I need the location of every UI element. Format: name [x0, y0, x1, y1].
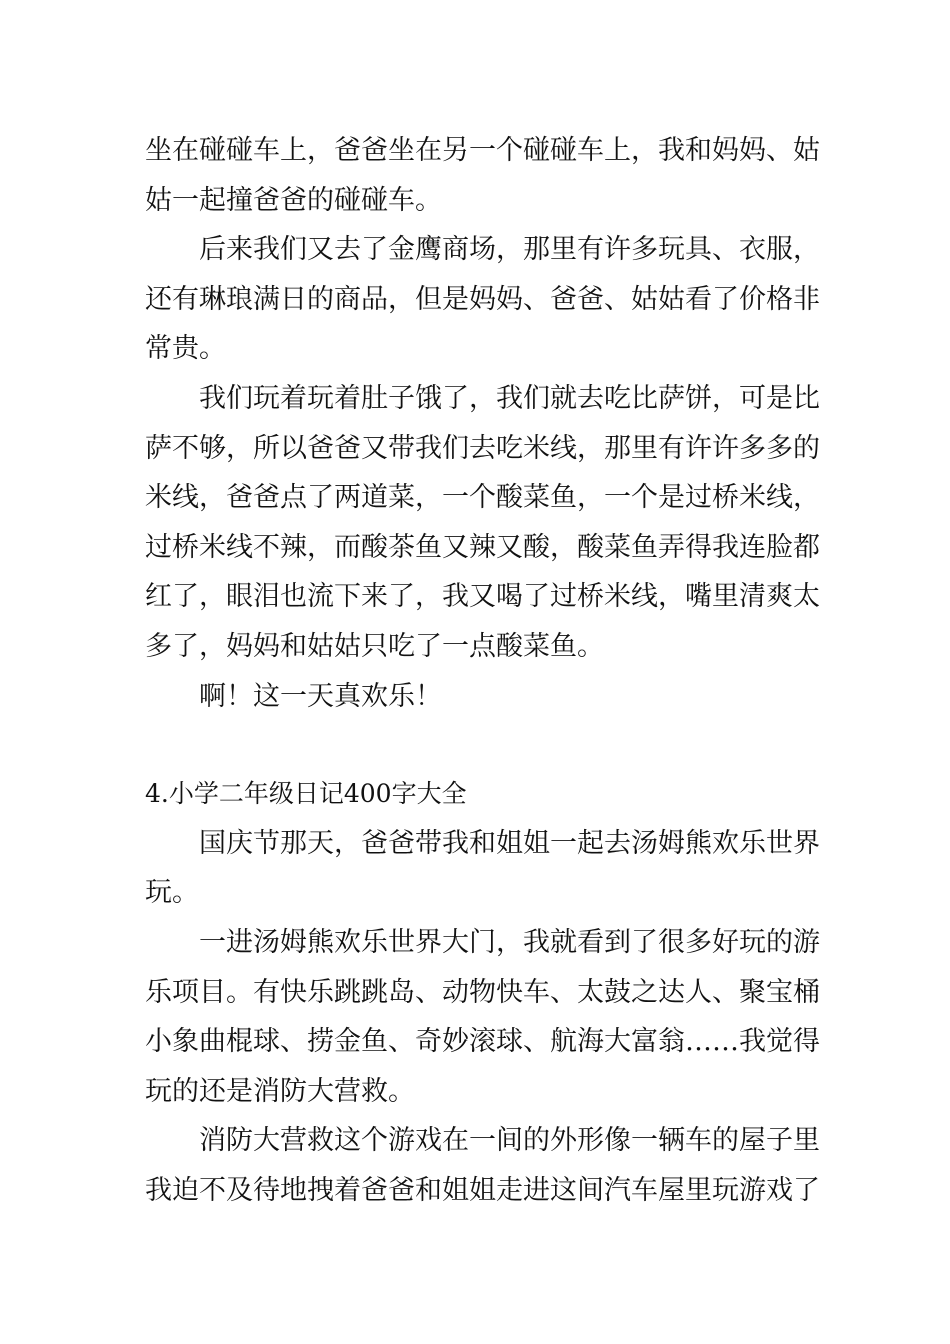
paragraph-mall — [145, 225, 820, 374]
paragraph-national-day — [145, 819, 820, 918]
paragraph-food — [145, 374, 820, 672]
text-line: 米线，爸爸点了两道菜，一个酸菜鱼，一个是过桥米线， — [145, 482, 820, 514]
text-line: 消防大营救这个游戏在一间的外形像一辆车的屋子里 — [199, 1125, 820, 1157]
text-line: 我们玩着玩着肚子饿了，我们就去吃比萨饼，可是比 — [199, 382, 820, 414]
text-line: 国庆节那天，爸爸带我和姐姐一起去汤姆熊欢乐世界 — [199, 827, 820, 859]
text-line: 我迫不及待地拽着爸爸和姐姐走进这间汽车屋里玩游戏了 — [145, 1174, 820, 1206]
text-line: 后来我们又去了金鹰商场，那里有许多玩具、衣服， — [199, 234, 820, 266]
paragraph-fire-rescue — [145, 1116, 820, 1215]
heading-text: 4.小学二年级日记400字大全 — [145, 779, 467, 809]
section-spacer — [145, 721, 807, 769]
text-line: 啊！这一天真欢乐！ — [199, 680, 442, 712]
paragraph-bumper-cars — [145, 126, 820, 225]
paragraph-conclusion — [145, 672, 807, 722]
text-line: 小象曲棍球、捞金鱼、奇妙滚球、航海大富翁……我觉得 — [145, 1026, 820, 1058]
text-line: 玩的还是消防大营救。 — [145, 1075, 415, 1107]
document-body — [145, 126, 820, 1215]
text-line: 常贵。 — [145, 333, 226, 365]
text-line: 坐在碰碰车上，爸爸坐在另一个碰碰车上，我和妈妈、姑 — [145, 135, 820, 166]
text-line: 一进汤姆熊欢乐世界大门，我就看到了很多好玩的游 — [199, 926, 820, 958]
text-line: 玩。 — [145, 877, 199, 909]
text-line: 姑一起撞爸爸的碰碰车。 — [145, 184, 442, 216]
paragraph-attractions — [145, 918, 820, 1116]
text-line: 多了，妈妈和姑姑只吃了一点酸菜鱼。 — [145, 630, 604, 662]
text-line: 还有琳琅满日的商品，但是妈妈、爸爸、姑姑看了价格非 — [145, 283, 820, 315]
text-line: 乐项目。有快乐跳跳岛、动物快车、太鼓之达人、聚宝桶 — [145, 976, 820, 1008]
text-line: 过桥米线不辣，而酸茶鱼又辣又酸，酸菜鱼弄得我连脸都 — [145, 531, 820, 563]
text-line: 红了，眼泪也流下来了，我又喝了过桥米线，嘴里清爽太 — [145, 581, 820, 613]
text-line: 萨不够，所以爸爸又带我们去吃米线，那里有许许多多的 — [145, 432, 820, 464]
section-heading — [145, 769, 807, 819]
